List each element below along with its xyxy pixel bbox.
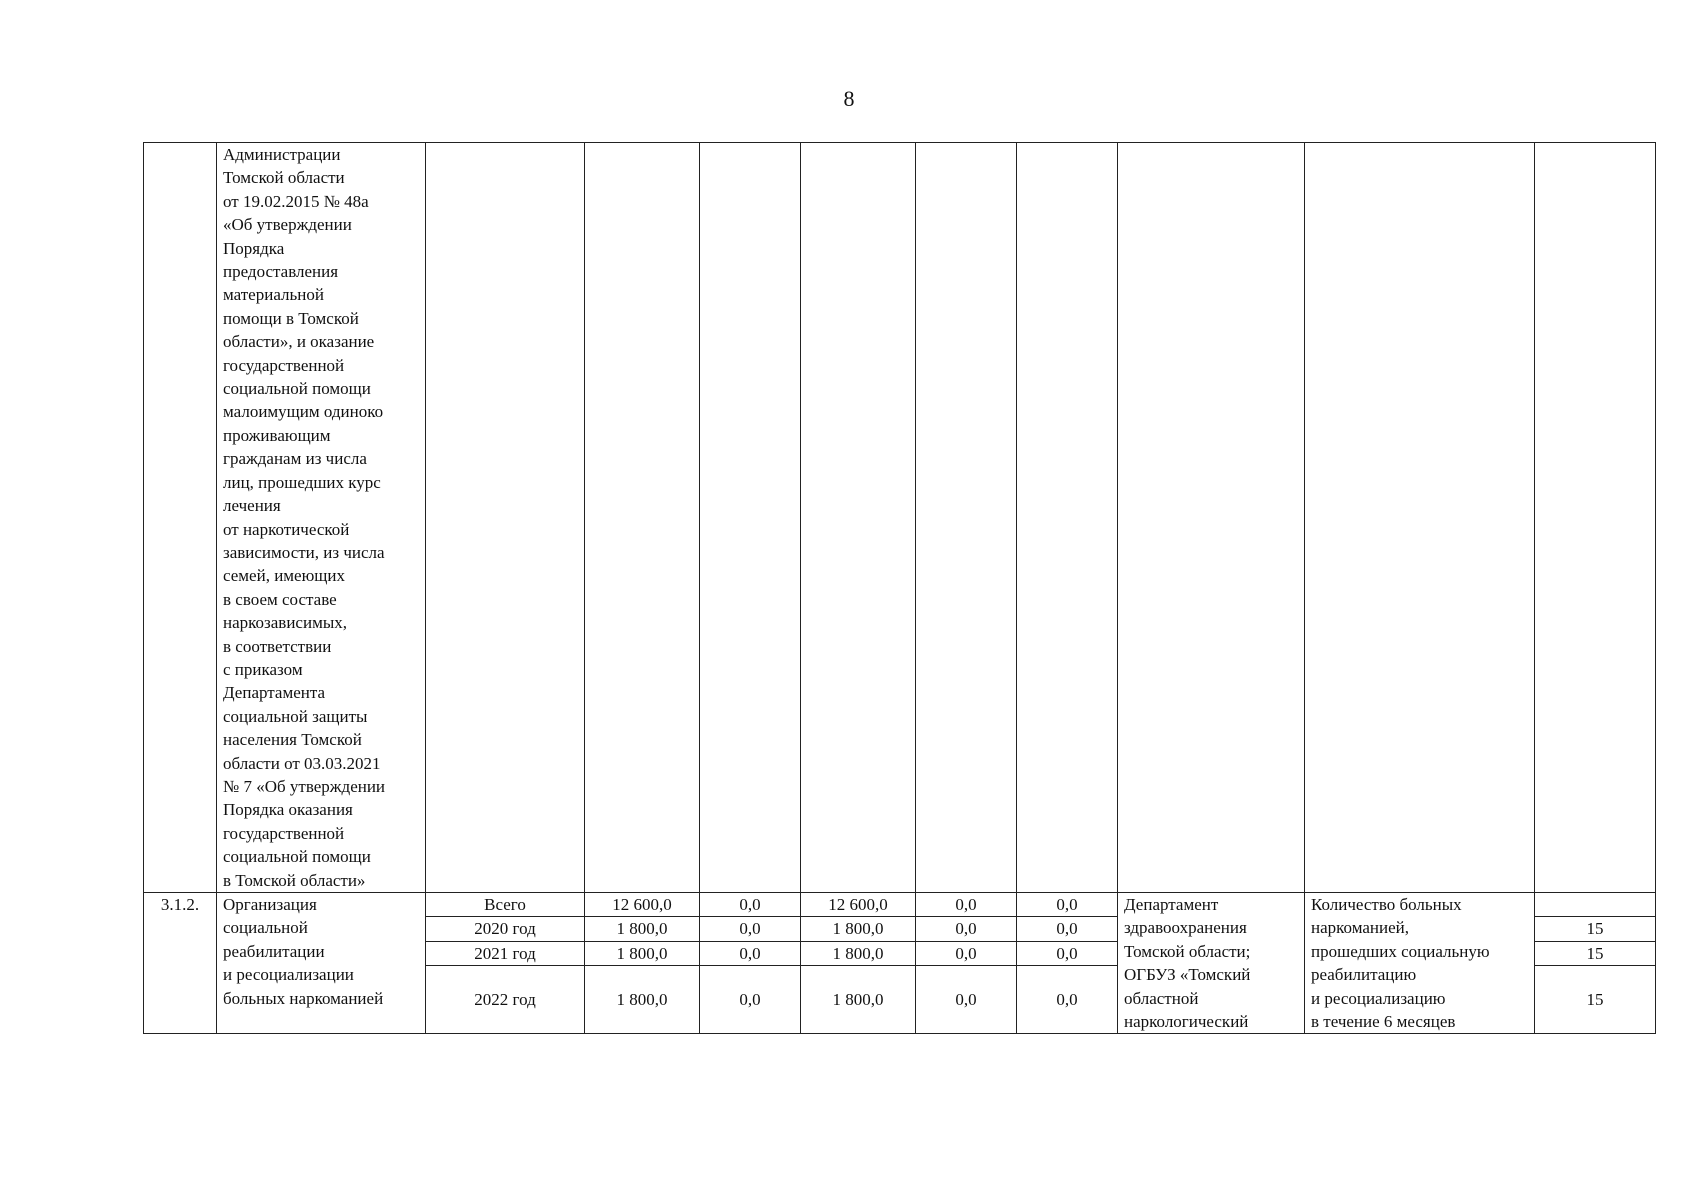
total-cell: 1 800,0 bbox=[585, 941, 700, 965]
fund-cell: 0,0 bbox=[916, 941, 1017, 965]
indicator-cell bbox=[1305, 893, 1535, 1034]
fund-cell: 1 800,0 bbox=[801, 941, 916, 965]
indicator-value-cell: 15 bbox=[1535, 966, 1656, 1034]
empty-cell bbox=[1305, 143, 1535, 893]
fund-cell: 0,0 bbox=[1017, 941, 1118, 965]
fund-cell: 0,0 bbox=[700, 966, 801, 1034]
indicator-value-cell: 15 bbox=[1535, 941, 1656, 965]
continued-text-cell bbox=[217, 143, 426, 893]
indicator-text: Количество больных наркоманией, прошедших социальную реабилитацию и ресоциализацию в течение 6 месяцев bbox=[1311, 895, 1490, 1032]
empty-cell bbox=[585, 143, 700, 893]
fund-cell: 0,0 bbox=[1017, 917, 1118, 941]
empty-cell bbox=[801, 143, 916, 893]
fund-cell: 0,0 bbox=[1017, 966, 1118, 1034]
period-cell: Всего bbox=[426, 893, 585, 917]
item-number: 3.1.2. bbox=[144, 893, 217, 1034]
fund-cell: 0,0 bbox=[916, 893, 1017, 917]
fund-cell: 1 800,0 bbox=[801, 917, 916, 941]
fund-cell: 0,0 bbox=[700, 893, 801, 917]
period-cell: 2020 год bbox=[426, 917, 585, 941]
executor-cell bbox=[1118, 893, 1305, 1034]
continuation-row bbox=[144, 143, 1656, 893]
fund-cell: 0,0 bbox=[916, 966, 1017, 1034]
page-number: 8 bbox=[843, 86, 855, 111]
empty-cell bbox=[916, 143, 1017, 893]
item-name bbox=[217, 893, 426, 1034]
executor-text: Департамент здравоохранения Томской области; ОГБУЗ «Томский областной наркологический bbox=[1124, 895, 1251, 1032]
empty-cell bbox=[1118, 143, 1305, 893]
period-cell: 2021 год bbox=[426, 941, 585, 965]
fund-cell: 0,0 bbox=[700, 917, 801, 941]
total-cell: 1 800,0 bbox=[585, 966, 700, 1034]
total-cell: 1 800,0 bbox=[585, 917, 700, 941]
fund-cell: 12 600,0 bbox=[801, 893, 916, 917]
empty-cell bbox=[1017, 143, 1118, 893]
empty-cell bbox=[1535, 143, 1656, 893]
fund-cell: 0,0 bbox=[916, 917, 1017, 941]
indicator-value-cell bbox=[1535, 893, 1656, 917]
item-name-text: Организация социальной реабилитации и ресоциализации больных наркоманией bbox=[223, 895, 384, 1008]
program-table bbox=[143, 142, 1656, 1034]
continued-text: Администрации Томской области от 19.02.2015 № 48а «Об утверждении Порядка предоставления материальной помощи в Томской области», и оказание государственной социальной помощи малоимущим одиноко проживающим гражданам из числа лиц, прошедших курс лечения от наркотической зависимости, из числа семей, имеющих в своем составе наркозависимых, в соответствии с приказом Департамента социальной защиты населения Томской области от 03.03.2021 № 7 «Об утверждении Порядка оказания государственной социальной помощи в Томской области» bbox=[223, 145, 386, 890]
fund-cell: 0,0 bbox=[1017, 893, 1118, 917]
empty-cell bbox=[426, 143, 585, 893]
total-cell: 12 600,0 bbox=[585, 893, 700, 917]
cell-number-empty bbox=[144, 143, 217, 893]
empty-cell bbox=[700, 143, 801, 893]
table-row bbox=[144, 893, 1656, 917]
fund-cell: 0,0 bbox=[700, 941, 801, 965]
period-cell: 2022 год bbox=[426, 966, 585, 1034]
fund-cell: 1 800,0 bbox=[801, 966, 916, 1034]
indicator-value-cell: 15 bbox=[1535, 917, 1656, 941]
